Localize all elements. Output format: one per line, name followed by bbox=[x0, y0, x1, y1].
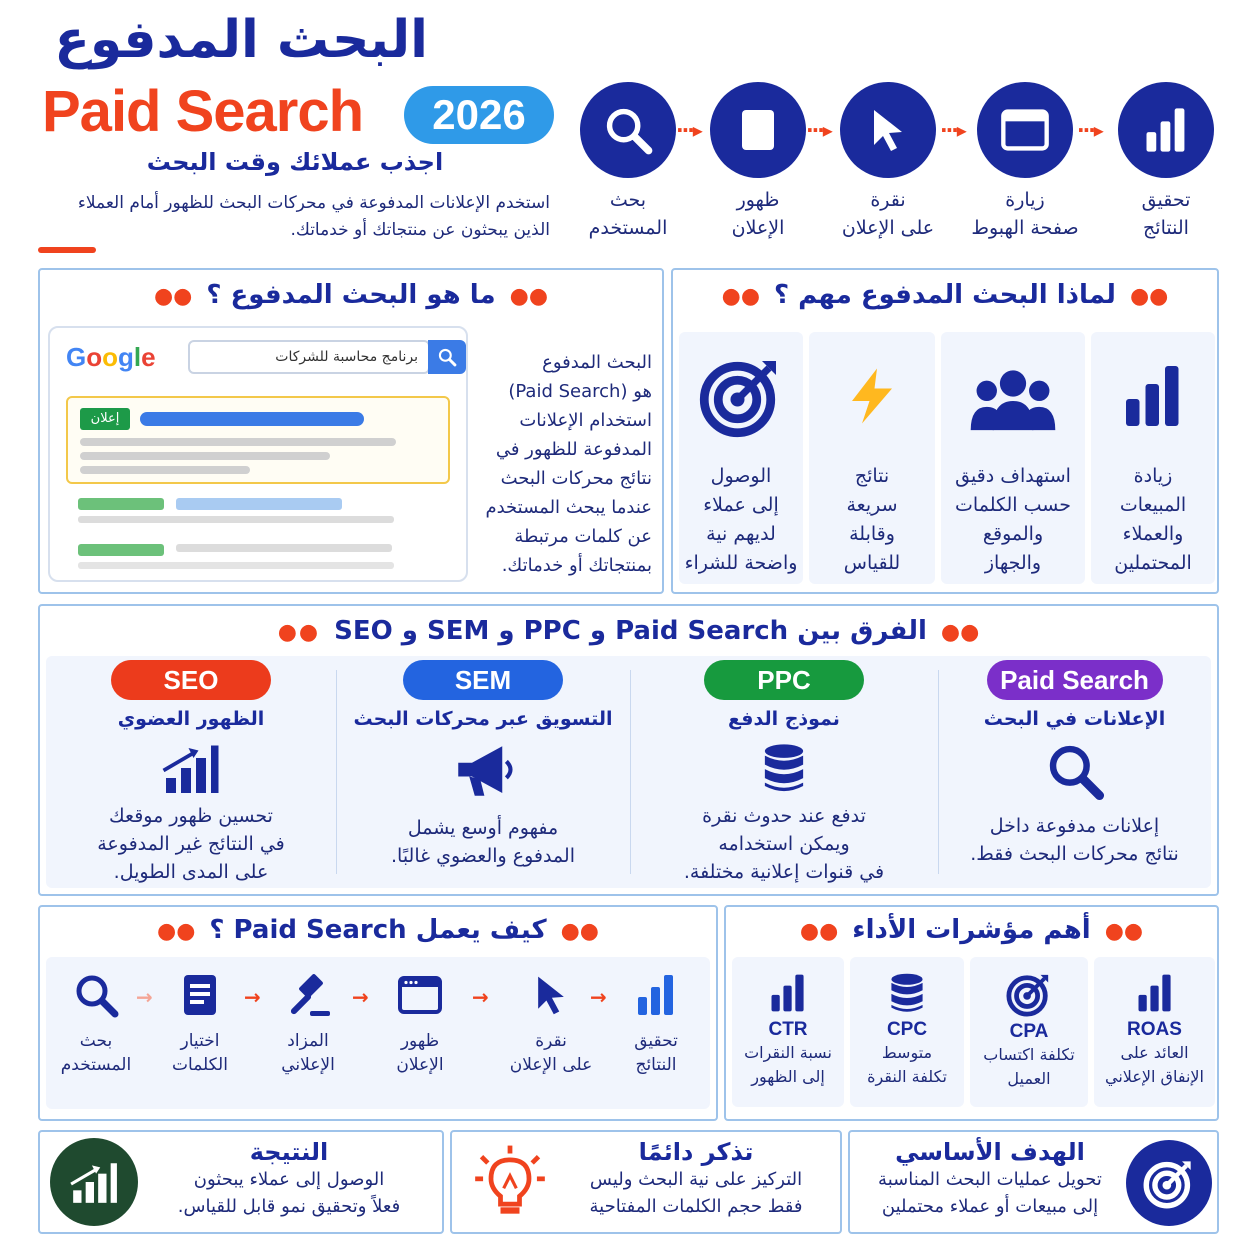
section-title: ●●ما هو البحث المدفوع ؟●● bbox=[153, 280, 549, 310]
diff-description: إعلانات مدفوعة داخل نتائج محركات البحث فقط. bbox=[970, 815, 1179, 865]
goal-icon-circle bbox=[1126, 1140, 1212, 1226]
search-icon bbox=[602, 104, 654, 156]
megaphone-icon bbox=[450, 738, 516, 804]
flow-step-label: بحث bbox=[609, 189, 647, 211]
what-is-section bbox=[38, 268, 664, 594]
arrow-icon: ···▸ bbox=[1077, 118, 1102, 142]
target-icon bbox=[1006, 971, 1052, 1017]
diff-description: تدفع عند حدوث نقرة ويمكن استخدامه في قنوات إعلانية مختلفة. bbox=[683, 805, 885, 883]
section-title: ●●أهم مؤشرات الأداء●● bbox=[799, 915, 1144, 945]
bar-chart-icon bbox=[1117, 360, 1189, 432]
page-title-english: Paid Search bbox=[42, 79, 364, 144]
paid-search-pill: Paid Search bbox=[987, 660, 1163, 700]
users-icon bbox=[965, 366, 1061, 436]
result-icon-circle bbox=[50, 1138, 138, 1226]
organic-text-line bbox=[176, 544, 392, 552]
lightbulb-icon bbox=[472, 1142, 548, 1222]
flow-step-label: نقرة bbox=[870, 189, 906, 211]
diff-description: مفهوم أوسع يشمل المدفوع والعضوي غالبًا. bbox=[391, 817, 575, 867]
remember-content: تذكر دائمًا التركيز على نية البحث وليس فقط حجم الكلمات المفتاحية bbox=[589, 1138, 803, 1217]
why-card-sales: زيادة المبيعات والعملاء المحتملين bbox=[1091, 332, 1215, 584]
document-icon bbox=[176, 971, 224, 1019]
browser-window-icon bbox=[999, 104, 1051, 156]
arrow-icon: ···▸ bbox=[676, 118, 701, 142]
google-mockup bbox=[48, 326, 468, 582]
growth-chart-icon bbox=[69, 1157, 119, 1207]
difference-section bbox=[38, 604, 1219, 896]
bar-chart-icon bbox=[1140, 104, 1192, 156]
search-button[interactable] bbox=[428, 340, 466, 374]
flow-step-search bbox=[563, 82, 693, 242]
ad-text-line bbox=[80, 452, 330, 460]
kpi-row bbox=[732, 957, 1215, 1109]
browser-window-icon bbox=[393, 971, 447, 1019]
target-icon bbox=[699, 354, 783, 438]
arrow-icon: → bbox=[136, 985, 151, 1009]
cursor-icon bbox=[529, 971, 573, 1019]
arrow-icon: → bbox=[590, 985, 605, 1009]
database-icon bbox=[885, 971, 929, 1015]
how-section bbox=[38, 905, 718, 1121]
result-content: النتيجة الوصول إلى عملاء يبحثون فعلاً وتحقيق نمو قابل للقياس. bbox=[177, 1138, 401, 1217]
flow-step-label: صفحة الهبوط bbox=[971, 217, 1079, 239]
goal-card bbox=[848, 1130, 1219, 1234]
target-icon bbox=[1143, 1157, 1195, 1209]
search-icon bbox=[72, 971, 120, 1019]
kpi-cpc: CPC متوسط تكلفة النقرة bbox=[850, 957, 964, 1107]
growth-chart-icon bbox=[159, 738, 223, 798]
section-title: ●●الفرق بين Paid Search و PPC و SEM و SEO●● bbox=[277, 616, 980, 646]
organic-text-line bbox=[176, 498, 342, 510]
how-panel bbox=[46, 957, 710, 1109]
ad-badge: إعلان bbox=[80, 408, 130, 430]
organic-title-line bbox=[78, 498, 164, 510]
flow-step-label: زيارة bbox=[1005, 189, 1045, 211]
kpi-ctr: CTR نسبة النقرات إلى الظهور bbox=[732, 957, 844, 1107]
kpi-section bbox=[724, 905, 1219, 1121]
diff-col-seo bbox=[46, 656, 336, 886]
kpi-roas: ROAS العائد على الإنفاق الإعلاني bbox=[1094, 957, 1215, 1107]
year-badge: 2026 bbox=[404, 86, 554, 144]
flow-step-results bbox=[1101, 82, 1231, 242]
flow-step-label: الإعلان bbox=[731, 217, 785, 239]
flow-step-label: النتائج bbox=[1143, 217, 1189, 239]
seo-pill: SEO bbox=[111, 660, 271, 700]
diff-description: تحسين ظهور موقعك في النتائج غير المدفوعة على المدى الطويل. bbox=[97, 805, 285, 883]
page-subtitle: اجذب عملائك وقت البحث bbox=[146, 148, 444, 176]
diff-subtitle: نموذج الدفع bbox=[728, 708, 840, 730]
organic-text-line bbox=[78, 562, 394, 569]
organic-title-line bbox=[78, 544, 164, 556]
arrow-icon: → bbox=[352, 985, 367, 1009]
diff-col-ppc bbox=[630, 656, 938, 886]
arrow-icon: ···▸ bbox=[806, 118, 831, 142]
organic-text-line bbox=[78, 516, 394, 523]
search-icon bbox=[437, 347, 457, 367]
result-card bbox=[38, 1130, 444, 1234]
kpi-cpa: CPA تكلفة اكتساب العميل bbox=[970, 957, 1088, 1107]
why-card-reach: الوصول إلى عملاء لديهم نية واضحة للشراء bbox=[679, 332, 803, 584]
arrow-icon: → bbox=[244, 985, 259, 1009]
flow-step-click bbox=[823, 82, 953, 242]
search-input[interactable]: برنامج محاسبة للشركات bbox=[188, 340, 430, 374]
how-step-search: بحث المستخدم bbox=[46, 971, 146, 1077]
search-icon bbox=[1044, 740, 1106, 802]
what-definition: البحث المدفوع هو (Paid Search) استخدام الإعلانات المدفوعة للظهور في نتائج محركات البحث عندما يبحث المستخدم عن كلمات مرتبطة بمنتجاتك أو خدماتك. bbox=[485, 352, 652, 576]
why-card-targeting: استهداف دقيق حسب الكلمات والموقع والجهاز bbox=[941, 332, 1085, 584]
document-icon bbox=[734, 106, 782, 154]
database-icon bbox=[757, 738, 811, 798]
flow-step-ad-shown bbox=[693, 82, 823, 242]
section-title: ●●كيف يعمل Paid Search ؟●● bbox=[157, 915, 599, 945]
flow-step-label: على الإعلان bbox=[841, 217, 935, 239]
google-logo: Google bbox=[66, 342, 156, 372]
gavel-icon bbox=[282, 971, 334, 1019]
accent-divider bbox=[38, 247, 96, 253]
sem-pill: SEM bbox=[403, 660, 563, 700]
cursor-icon bbox=[864, 106, 912, 154]
ad-title-line bbox=[140, 412, 364, 426]
goal-content: الهدف الأساسي تحويل عمليات البحث المناسبة إلى مبيعات أو عملاء محتملين bbox=[878, 1138, 1102, 1217]
ad-result bbox=[66, 396, 450, 484]
bar-chart-icon bbox=[632, 971, 680, 1019]
ppc-pill: PPC bbox=[704, 660, 864, 700]
difference-panel bbox=[46, 656, 1211, 888]
remember-card bbox=[450, 1130, 842, 1234]
how-step-auction: المزاد الإعلاني bbox=[258, 971, 358, 1077]
bar-chart-icon bbox=[766, 971, 810, 1015]
why-card-fast: نتائج سريعة وقابلة للقياس bbox=[809, 332, 935, 584]
flow-step-label: المستخدم bbox=[588, 217, 668, 239]
flow-step-label: تحقيق bbox=[1141, 189, 1191, 211]
ad-text-line bbox=[80, 466, 250, 474]
diff-col-paid-search bbox=[938, 656, 1211, 886]
how-step-results: تحقيق النتائج bbox=[606, 971, 706, 1077]
section-title: ●●لماذا البحث المدفوع مهم ؟●● bbox=[721, 280, 1169, 310]
bar-chart-icon bbox=[1133, 971, 1177, 1015]
lightning-icon bbox=[842, 356, 902, 436]
flow-step-label: ظهور bbox=[736, 189, 780, 211]
ad-text-line bbox=[80, 438, 396, 446]
how-step-ad-shown: ظهور الإعلان bbox=[370, 971, 470, 1077]
diff-subtitle: التسويق عبر محركات البحث bbox=[353, 708, 613, 730]
how-step-keywords: اختيار الكلمات bbox=[150, 971, 250, 1077]
intro-text: استخدم الإعلانات المدفوعة في محركات البحث للظهور أمام العملاء الذين يبحثون عن منتجاتك أو خدماتك. bbox=[77, 193, 550, 240]
how-step-click: نقرة على الإعلان bbox=[492, 971, 610, 1077]
flow-step-landing bbox=[960, 82, 1090, 242]
why-section bbox=[671, 268, 1219, 594]
page-title-arabic: البحث المدفوع bbox=[54, 10, 428, 70]
arrow-icon: ···▸ bbox=[940, 118, 965, 142]
diff-subtitle: الظهور العضوي bbox=[117, 708, 265, 730]
diff-col-sem bbox=[336, 656, 630, 886]
arrow-icon: → bbox=[472, 985, 487, 1009]
diff-subtitle: الإعلانات في البحث bbox=[983, 708, 1166, 730]
